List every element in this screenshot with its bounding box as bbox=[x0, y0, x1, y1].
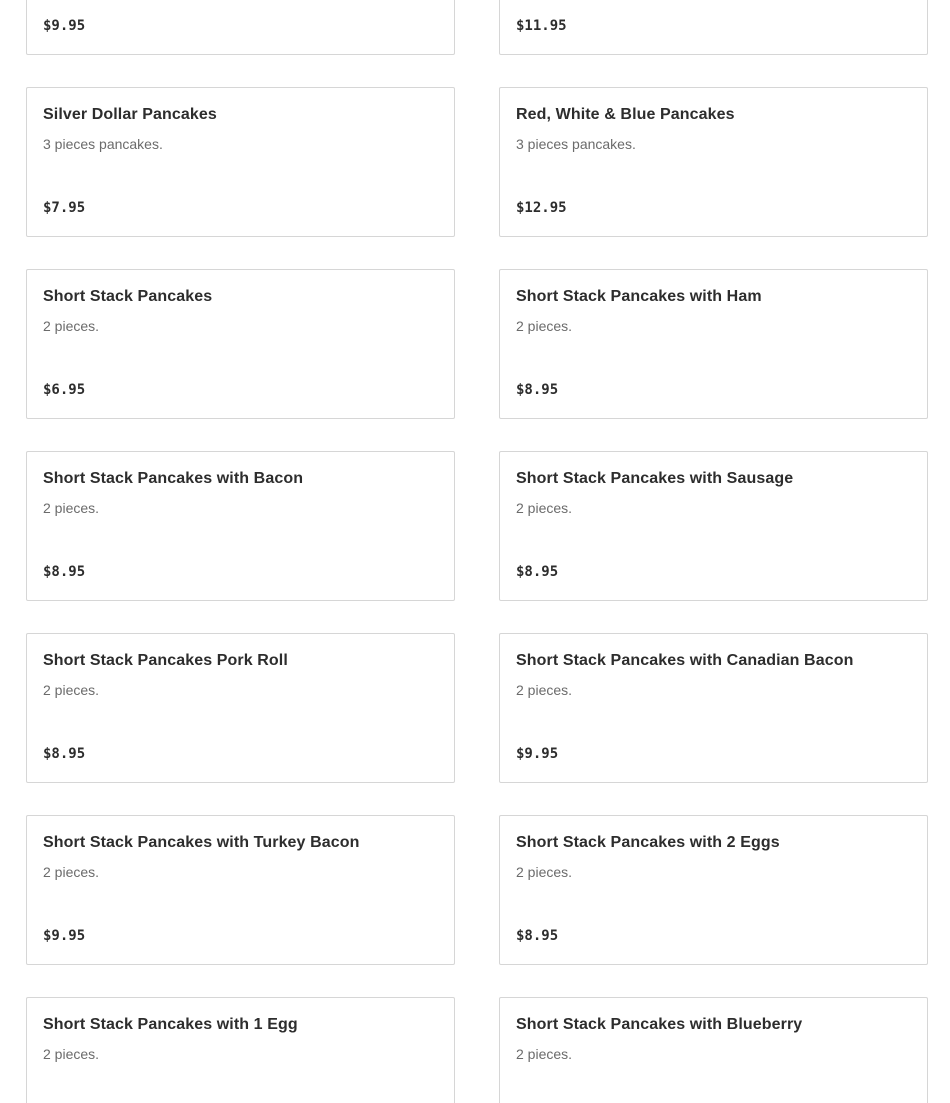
menu-item-card[interactable] bbox=[499, 997, 928, 1103]
menu-item-price: $8.95 bbox=[43, 564, 86, 580]
menu-item-card[interactable] bbox=[26, 997, 455, 1103]
menu-item-description: 2 pieces. bbox=[516, 864, 573, 880]
menu-item-price: $12.95 bbox=[516, 200, 567, 216]
menu-item-card[interactable] bbox=[26, 633, 455, 783]
menu-item-name: Short Stack Pancakes with 2 Eggs bbox=[516, 834, 780, 851]
menu-item-price: $9.95 bbox=[516, 746, 559, 762]
menu-item-name: Short Stack Pancakes with Blueberry bbox=[516, 1016, 803, 1033]
menu-item-card[interactable] bbox=[26, 815, 455, 965]
menu-item-name: Short Stack Pancakes with 1 Egg bbox=[43, 1016, 298, 1033]
menu-item-name: Short Stack Pancakes with Canadian Bacon bbox=[516, 652, 854, 669]
menu-item-price: $9.95 bbox=[43, 928, 86, 944]
menu-item-name: Short Stack Pancakes with Bacon bbox=[43, 470, 304, 487]
menu-item-description: 2 pieces. bbox=[43, 682, 100, 698]
menu-item-card[interactable] bbox=[26, 0, 455, 55]
menu-item-name: Short Stack Pancakes with Turkey Bacon bbox=[43, 834, 360, 851]
menu-item-description: 2 pieces. bbox=[43, 864, 100, 880]
menu-item-card[interactable] bbox=[499, 269, 928, 419]
menu-item-price: $8.95 bbox=[43, 746, 86, 762]
menu-item-card[interactable] bbox=[499, 0, 928, 55]
menu-item-price: $11.95 bbox=[516, 18, 567, 34]
menu-item-card[interactable] bbox=[499, 633, 928, 783]
menu-item-card[interactable] bbox=[26, 451, 455, 601]
menu-item-price: $6.95 bbox=[43, 382, 86, 398]
menu-item-price: $8.95 bbox=[516, 928, 559, 944]
menu-item-description: 2 pieces. bbox=[43, 500, 100, 516]
menu-item-description: 2 pieces. bbox=[516, 318, 573, 334]
menu-item-card[interactable] bbox=[499, 87, 928, 237]
menu-item-description: 3 pieces pancakes. bbox=[43, 136, 163, 152]
menu-item-price: $8.95 bbox=[516, 564, 559, 580]
menu-item-card[interactable] bbox=[499, 451, 928, 601]
menu-item-description: 2 pieces. bbox=[43, 1046, 100, 1062]
menu-item-name: Red, White & Blue Pancakes bbox=[516, 106, 735, 123]
menu-item-name: Short Stack Pancakes with Sausage bbox=[516, 470, 794, 487]
menu-item-name: Short Stack Pancakes bbox=[43, 288, 213, 305]
menu-item-card[interactable] bbox=[499, 815, 928, 965]
menu-item-name: Short Stack Pancakes Pork Roll bbox=[43, 652, 288, 669]
menu-item-price: $7.95 bbox=[43, 200, 86, 216]
menu-item-description: 2 pieces. bbox=[516, 682, 573, 698]
menu-item-card[interactable] bbox=[26, 269, 455, 419]
menu-item-description: 2 pieces. bbox=[516, 1046, 573, 1062]
menu-item-card[interactable] bbox=[26, 87, 455, 237]
menu-item-price: $9.95 bbox=[43, 18, 86, 34]
menu-item-description: 3 pieces pancakes. bbox=[516, 136, 636, 152]
menu-item-description: 2 pieces. bbox=[516, 500, 573, 516]
menu-item-description: 2 pieces. bbox=[43, 318, 100, 334]
menu-item-price: $8.95 bbox=[516, 382, 559, 398]
menu-item-name: Silver Dollar Pancakes bbox=[43, 106, 217, 123]
menu-item-name: Short Stack Pancakes with Ham bbox=[516, 288, 762, 305]
